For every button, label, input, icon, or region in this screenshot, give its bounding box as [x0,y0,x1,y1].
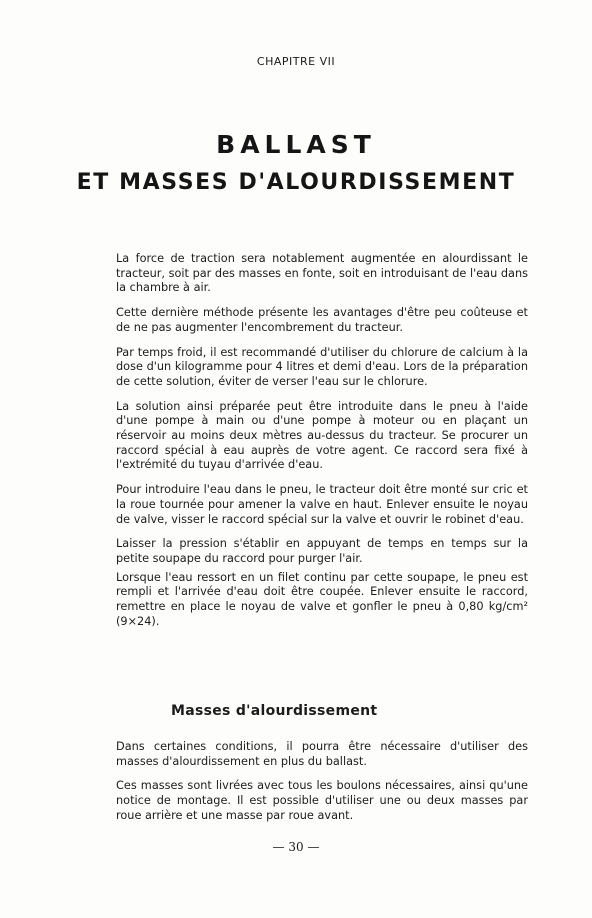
section-body [116,740,528,834]
page-number: — 30 — [272,840,320,854]
paragraph: Pour introduire l'eau dans le pneu, le tracteur doit être monté sur cric et la roue tournée pour amener la valve en haut. Enlever ensuite le noyau de valve, visser le raccord spécial sur la valve et ouvrir le robinet d'eau. [116,483,528,526]
paragraph: Dans certaines conditions, il pourra être nécessaire d'utiliser des masses d'alourdissement en plus du ballast. [116,740,528,768]
page-title-line-1: BALLAST [216,130,376,159]
page-title-line-2: ET MASSES D'ALOURDISSEMENT [76,170,516,195]
paragraph: Par temps froid, il est recommandé d'utiliser du chlorure de calcium à la dose d'un kilogramme pour 4 litres et demi d'eau. Lors de la préparation de cette solution, éviter de verser l'eau sur le chlorure. [116,345,528,388]
chapter-label: CHAPITRE VII [256,55,336,68]
paragraph: Laisser la pression s'établir en appuyant de temps en temps sur la petite soupape du raccord pour purger l'air. [116,537,528,565]
paragraph: Ces masses sont livrées avec tous les boulons nécessaires, ainsi qu'une notice de montage. Il est possible d'utiliser une ou deux masses par roue arrière et une masse par roue avant. [116,779,528,822]
paragraph: La solution ainsi préparée peut être introduite dans le pneu à l'aide d'une pompe à main ou d'une pompe à moteur ou en plaçant un réservoir au moins deux mètres au-dessus du tracteur. Se procurer un raccord spécial à eau auprès de votre agent. Ce raccord sera fixé à l'extrémité du tuyau d'arrivée d'eau. [116,399,528,472]
section-heading: Masses d'alourdissement [171,703,378,719]
paragraph: La force de traction sera notablement augmentée en alourdissant le tracteur, soit par des masses en fonte, soit en introduisant de l'eau dans la chambre à air. [116,252,528,295]
paragraph: Cette dernière méthode présente les avantages d'être peu coûteuse et de ne pas augmenter l'encombrement du tracteur. [116,306,528,334]
main-body [116,252,528,639]
paragraph: Lorsque l'eau ressort en un filet continu par cette soupape, le pneu est rempli et l'arrivée d'eau doit être coupée. Enlever ensuite le raccord, remettre en place le noyau de valve et gonfler le pneu à 0,80 kg/cm² (9×24). [116,570,528,628]
